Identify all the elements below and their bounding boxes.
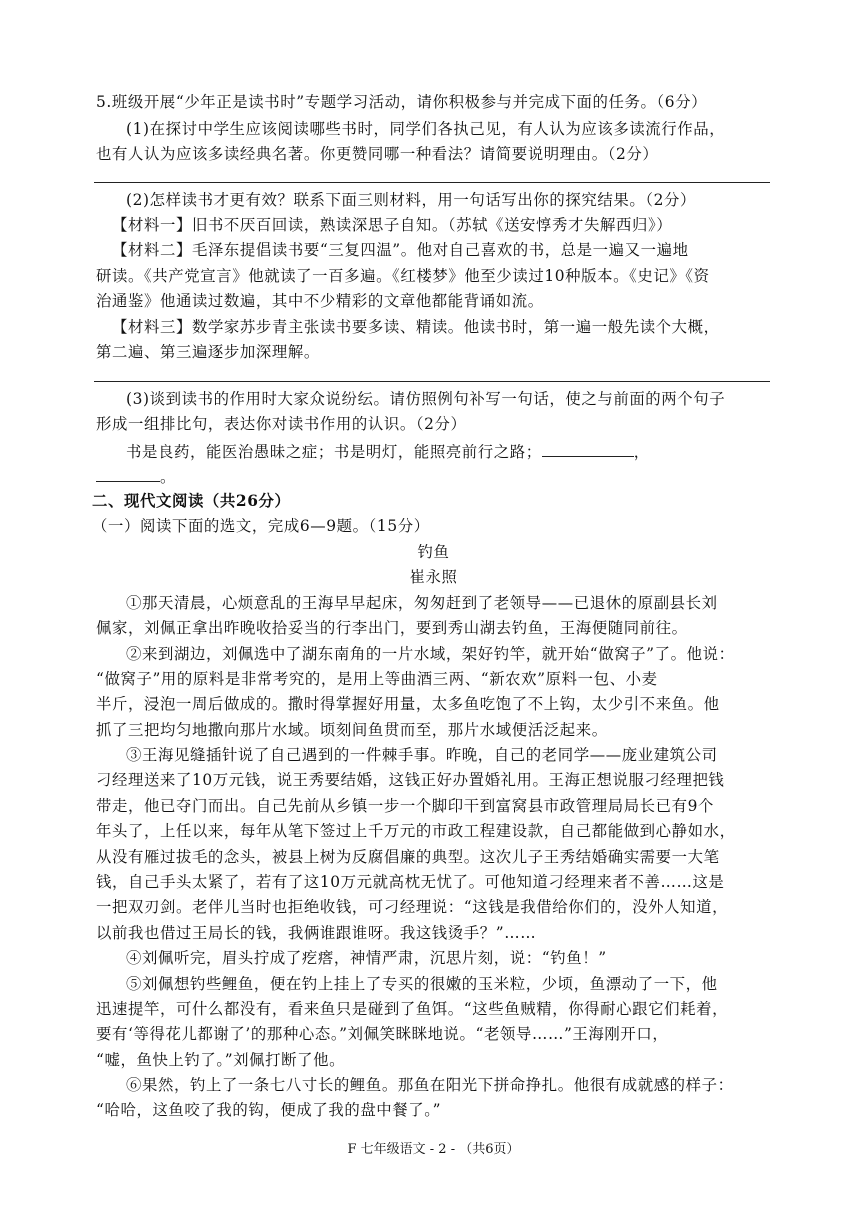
story-para-line: 从没有雁过拔毛的念头，被县上树为反腐倡廉的典型。这次儿子王秀结婚确实需要一大笔 xyxy=(96,848,720,866)
story-para-line: “嘘，鱼快上钓了。”刘佩打断了他。 xyxy=(96,1051,346,1069)
story-para-line: 半斤，浸泡一周后做成的。撒时得掌握好用量，太多鱼吃饱了不上钩，太少引不来鱼。他 xyxy=(96,695,720,713)
story-para-line: ①那天清晨，心烦意乱的王海早早起床，匆匆赶到了老领导——已退休的原副县长刘 xyxy=(126,594,718,612)
example-comma: ， xyxy=(633,443,650,461)
story-para-line: ⑥果然，钓上了一条七八寸长的鲤鱼。那鱼在阳光下拼命挣扎。他很有成就感的样子： xyxy=(126,1076,734,1094)
story-para-line: 刁经理送来了10万元钱，说王秀要结婚，这钱正好办置婚礼用。王海正想说服刁经理把钱 xyxy=(96,771,725,789)
story-para-line: 以前我也借过王局长的钱，我俩谁跟谁呀。我这钱烫手？”…… xyxy=(96,924,537,942)
answer-line-1 xyxy=(94,182,770,183)
story-para-line: 钱，自己手头太紧了，若有了这10万元就高枕无忧了。可他知道刁经理来者不善……这是 xyxy=(96,873,725,891)
material-1: 【材料一】旧书不厌百回读，熟读深思子自知。（苏轼《送安惇秀才失解西归》） xyxy=(112,216,673,234)
section-2-subheading: （一）阅读下面的选文，完成6—9题。（15分） xyxy=(92,517,430,535)
story-para-line: 一把双刃剑。老伴儿当时也拒绝收钱，可刁经理说：“这钱是我借给你们的，没外人知道， xyxy=(96,898,729,916)
fill-blank-2[interactable] xyxy=(96,465,160,482)
section-2-heading: 二、现代文阅读（共26分） xyxy=(92,492,291,510)
story-para-line: 要有‘等得花儿都谢了’的那种心态。”刘佩笑眯眯地说。“老领导……”王海刚开口， xyxy=(96,1025,669,1043)
q5-sub3-line1: (3)谈到读书的作用时大家众说纷纭。请仿照例句补写一句话，使之与前面的两个句子 xyxy=(126,390,726,408)
example-sentence xyxy=(126,440,806,464)
story-para-line: 带走，他已夺门而出。自己先前从乡镇一步一个脚印干到富窝县市政管理局局长已有9个 xyxy=(96,797,715,815)
q5-sub2-line1: (2)怎样读书才更有效？联系下面三则材料，用一句话写出你的探究结果。（2分） xyxy=(126,191,696,209)
answer-line-2 xyxy=(94,381,770,382)
q5-sub1-line2: 也有人认为应该多读经典名著。你更赞同哪一种看法？请简要说明理由。（2分） xyxy=(96,145,659,163)
fill-blank-1[interactable] xyxy=(542,440,634,457)
story-para-line: ④刘佩听完，眉头拧成了疙瘩，神情严肃，沉思片刻，说：“钓鱼！” xyxy=(126,949,607,967)
material-2-line3: 治通鉴》他通读过数遍，其中不少精彩的文章他都能背诵如流。 xyxy=(96,292,544,310)
story-title: 钓鱼 xyxy=(417,543,450,561)
example-continuation xyxy=(96,465,776,489)
story-para-line: ②来到湖边，刘佩选中了湖东南角的一片水域，架好钓竿，就开始“做窝子”了。他说： xyxy=(126,645,735,663)
example-text: 书是良药，能医治愚昧之症；书是明灯，能照亮前行之路； xyxy=(126,443,542,461)
story-para-line: 迅速提竿，可什么都没有，看来鱼只是碰到了鱼饵。“这些鱼贼精，你得耐心跟它们耗着， xyxy=(96,1000,729,1018)
page-footer: F 七年级语文 - 2 - （共6页） xyxy=(347,1142,520,1157)
story-para-line: 抓了三把均匀地撒向那片水域。顷刻间鱼贯而至，那片水域便活泛起来。 xyxy=(96,721,608,739)
question-5-title: 5.班级开展“少年正是读书时”专题学习活动，请你积极参与并完成下面的任务。（6分） xyxy=(96,93,708,111)
material-2-line2: 研读。《共产党宣言》他就读了一百多遍。《红楼梦》他至少读过10种版本。《史记》《资 xyxy=(96,267,710,285)
story-para-line: 佩家，刘佩正拿出昨晚收拾妥当的行李出门，要到秀山湖去钓鱼，王海便随同前往。 xyxy=(96,619,688,637)
material-3-line1: 【材料三】数学家苏步青主张读书要多读、精读。他读书时，第一遍一般先读个大概， xyxy=(112,318,720,336)
example-end: 。 xyxy=(160,468,176,486)
story-para-line: 年头了，上任以来，每年从笔下签过上千万元的市政工程建设款，自己都能做到心静如水， xyxy=(96,822,736,840)
story-author: 崔永照 xyxy=(409,568,458,586)
story-para-line: ③王海见缝插针说了自己遇到的一件棘手事。昨晚，自己的老同学——庞业建筑公司 xyxy=(126,746,718,764)
q5-sub3-line2: 形成一组排比句，表达你对读书作用的认识。（2分） xyxy=(96,415,467,433)
story-para-line: “哈哈，这鱼咬了我的钩，便成了我的盘中餐了。” xyxy=(96,1101,442,1119)
q5-sub1-line1: (1)在探讨中学生应该阅读哪些书时，同学们各执己见，有人认为应该多读流行作品， xyxy=(126,120,726,138)
story-para-line: “做窝子”用的原料是非常考究的，是用上等曲酒三两、“新农欢”原料一包、小麦 xyxy=(96,670,658,688)
material-3-line2: 第二遍、第三遍逐步加深理解。 xyxy=(96,343,320,361)
material-2-line1: 【材料二】毛泽东提倡读书要“三复四温”。他对自己喜欢的书，总是一遍又一遍地 xyxy=(112,241,689,259)
story-para-line: ⑤刘佩想钓些鲤鱼，便在钓上挂上了专买的很嫩的玉米粒，少顷，鱼漂动了一下，他 xyxy=(126,975,718,993)
